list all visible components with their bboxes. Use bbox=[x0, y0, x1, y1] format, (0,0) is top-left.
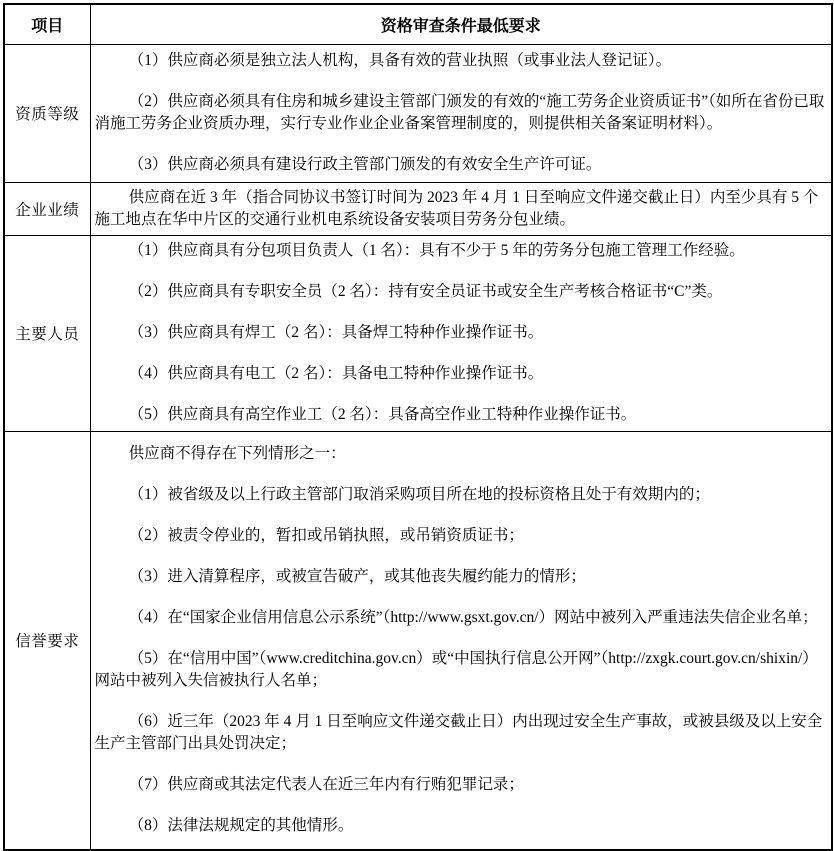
requirement-paragraph: （4）在“国家企业信用信息公示系统”（http://www.gsxt.gov.cn/）网站中被列入严重违法失信企业名单； bbox=[128, 609, 818, 627]
requirement-paragraph: （2）被责令停业的，暂扣或吊销执照，或吊销资质证书； bbox=[128, 527, 524, 545]
row-content-qualification-level bbox=[90, 44, 832, 182]
table-row-key-personnel bbox=[4, 235, 832, 431]
requirement-paragraph: （1）被省级及以上行政主管部门取消采购项目所在地的投标资格且处于有效期内的； bbox=[128, 486, 710, 504]
requirement-paragraph: （2）供应商具有专职安全员（2 名）：持有安全员证书或安全生产考核合格证书“C”类。 bbox=[128, 283, 723, 300]
row-label-qualification-level: 资质等级 bbox=[4, 44, 90, 182]
row-content-enterprise-performance bbox=[90, 182, 832, 235]
row-label-key-personnel: 主要人员 bbox=[4, 235, 90, 431]
requirement-paragraph: （2）供应商必须具有住房和城乡建设主管部门颁发的有效的“施工劳务企业资质证书”（如所在省份已取消施工劳务企业资质办理，实行专业作业企业备案管理制度的，则提供相关备案证明材料）。 bbox=[94, 93, 825, 132]
row-label-enterprise-performance: 企业业绩 bbox=[4, 182, 90, 235]
table-row-reputation-requirements bbox=[4, 431, 832, 850]
requirement-paragraph: 供应商不得存在下列情形之一： bbox=[128, 445, 346, 463]
requirement-paragraph: （1）供应商具有分包项目负责人（1 名）：具有不少于 5 年的劳务分包施工管理工作经验。 bbox=[128, 242, 745, 259]
row-label-reputation-requirements: 信誉要求 bbox=[4, 431, 90, 850]
requirement-paragraph: （3）供应商必须具有建设行政主管部门颁发的有效安全生产许可证。 bbox=[128, 156, 602, 173]
requirement-paragraph: （6）近三年（2023 年 4 月 1 日至响应文件递交截止日）内出现过安全生产事故，或被县级及以上安全生产主管部门出具处罚决定； bbox=[94, 713, 823, 753]
row-content-reputation-requirements bbox=[90, 431, 832, 850]
requirement-paragraph: （4）供应商具有电工（2 名）：具备电工特种作业操作证书。 bbox=[128, 365, 544, 382]
table-row-qualification-level bbox=[4, 44, 832, 182]
requirement-paragraph: （3）进入清算程序，或被宣告破产，或其他丧失履约能力的情形； bbox=[128, 568, 586, 586]
requirement-paragraph: （7）供应商或其法定代表人在近三年内有行贿犯罪记录； bbox=[128, 776, 524, 794]
requirement-paragraph: （1）供应商必须是独立法人机构，具备有效的营业执照（或事业法人登记证）。 bbox=[128, 52, 672, 69]
table-header-row bbox=[4, 4, 832, 44]
requirement-paragraph: （8）法律法规规定的其他情形。 bbox=[128, 817, 354, 835]
header-requirement-column: 资格审查条件最低要求 bbox=[90, 4, 832, 44]
requirement-paragraph: （5）供应商具有高空作业工（2 名）：具备高空作业工特种作业操作证书。 bbox=[128, 406, 637, 423]
header-item-column: 项目 bbox=[4, 4, 90, 44]
qualification-requirements-table bbox=[3, 3, 833, 851]
requirement-paragraph: （3）供应商具有焊工（2 名）：具备焊工特种作业操作证书。 bbox=[128, 324, 544, 341]
requirement-paragraph: （5）在“信用中国”（www.creditchina.gov.cn）或“中国执行信息公开网”（http://zxgk.court.gov.cn/shixin/）网站中被列入失信被执行人名单； bbox=[94, 650, 818, 690]
row-content-key-personnel bbox=[90, 235, 832, 431]
table-row-enterprise-performance bbox=[4, 182, 832, 235]
requirement-paragraph: 供应商在近 3 年（指合同协议书签订时间为 2023 年 4 月 1 日至响应文件递交截止日）内至少具有 5 个施工地点在华中片区的交通行业机电系统设备安装项目劳务分包业绩。 bbox=[94, 188, 819, 228]
